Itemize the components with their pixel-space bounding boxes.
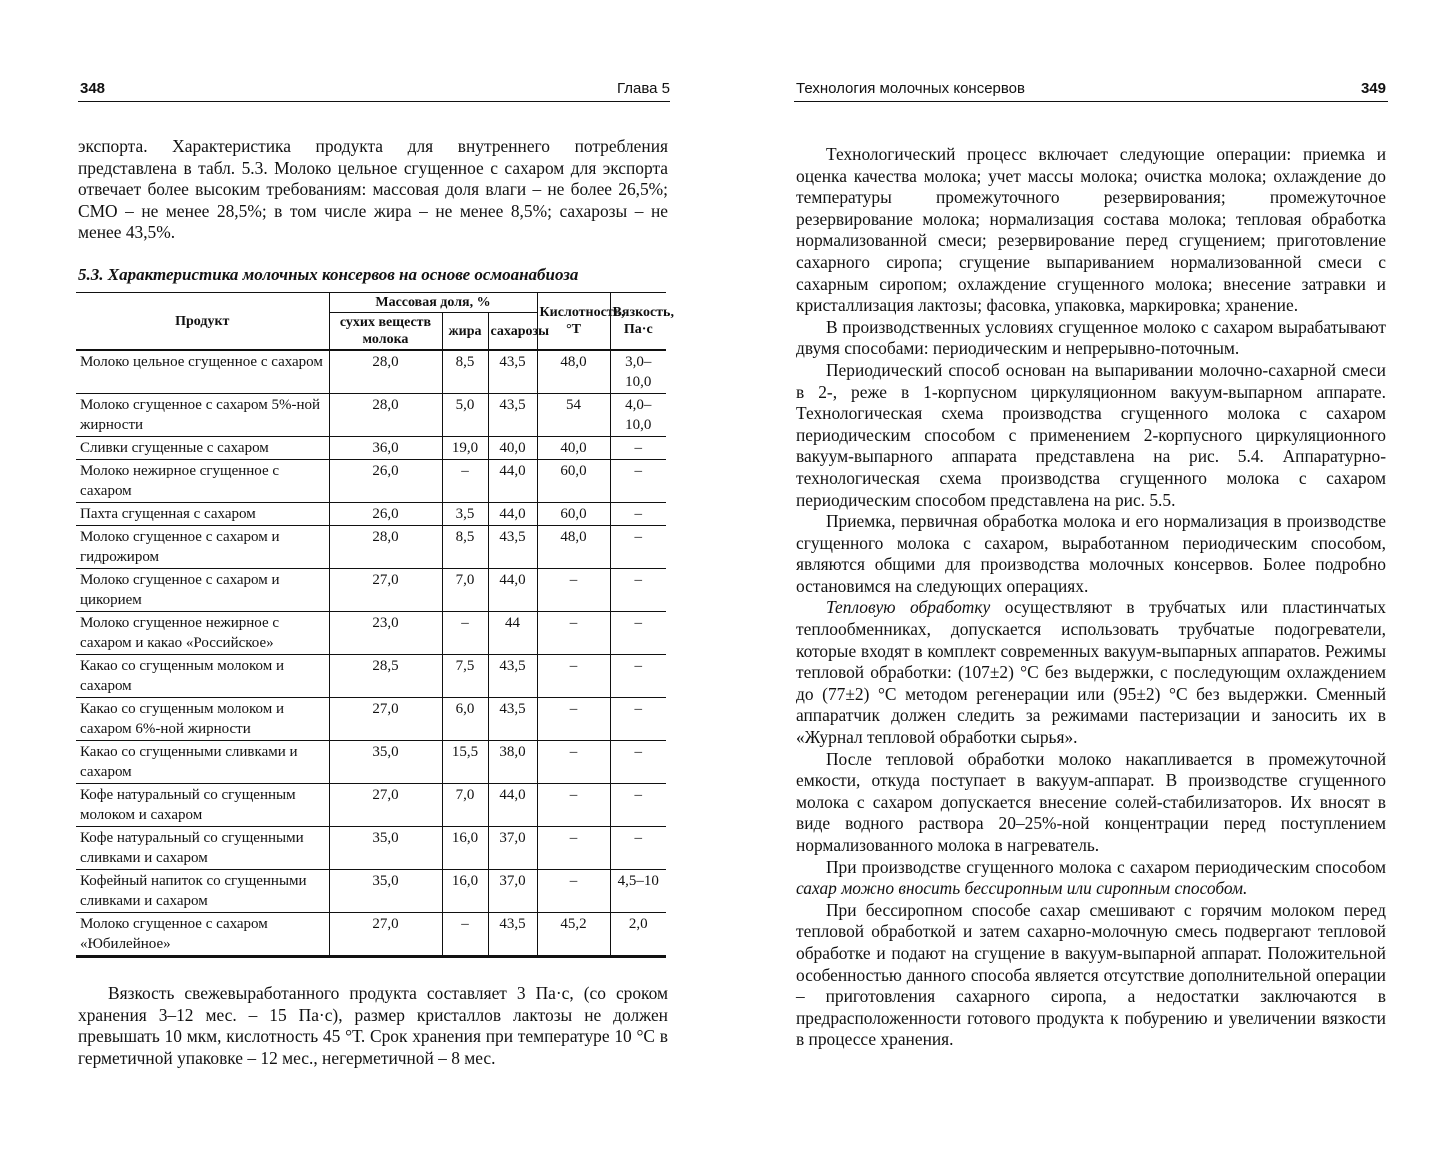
cell-viscosity: –	[610, 526, 666, 569]
col-header-viscosity: Вязкость, Па·с	[610, 293, 666, 351]
col-header-solids: сухих веществ молока	[329, 313, 442, 351]
cell-sucrose: 37,0	[488, 870, 537, 913]
running-head-left: Глава 5	[616, 80, 670, 97]
table-row	[76, 350, 666, 394]
table-row	[76, 526, 666, 569]
cell-fat: 7,0	[442, 784, 488, 827]
cell-sucrose: 43,5	[488, 526, 537, 569]
table-row	[76, 503, 666, 526]
paragraph-7-text: При производстве сгущенного молока с сахаром периодическим способом	[826, 856, 1386, 877]
table-row	[76, 655, 666, 698]
cell-viscosity: –	[610, 612, 666, 655]
cell-solids: 28,0	[329, 394, 442, 437]
cell-fat: 5,0	[442, 394, 488, 437]
cell-viscosity: 4,0–10,0	[610, 394, 666, 437]
col-header-acidity: Кислотность, °Т	[537, 293, 610, 351]
paragraph-2-text: В производственных условиях сгущенное молоко с сахаром вырабатывают двумя способами: периодическим и непрерывно-поточным.	[796, 316, 1386, 359]
cell-solids: 27,0	[329, 698, 442, 741]
cell-acidity: 48,0	[537, 526, 610, 569]
cell-acidity: –	[537, 655, 610, 698]
cell-sucrose: 43,5	[488, 394, 537, 437]
col-header-mass-share: Массовая доля, %	[329, 293, 537, 313]
cell-solids: 27,0	[329, 569, 442, 612]
page-number-right: 349	[1360, 80, 1386, 97]
cell-sucrose: 38,0	[488, 741, 537, 784]
cell-sucrose: 44,0	[488, 460, 537, 503]
paragraph-8	[796, 900, 1386, 1051]
cell-solids: 28,0	[329, 350, 442, 394]
paragraph-7	[796, 857, 1386, 900]
page-number-left: 348	[80, 80, 106, 97]
paragraph-5	[796, 597, 1386, 748]
paragraph-3	[796, 360, 1386, 511]
cell-viscosity: –	[610, 655, 666, 698]
closing-paragraph-text: Вязкость свежевыработанного продукта составляет 3 Па·с, (со сроком хранения 3–12 мес. – 15 Па·с), размер кристаллов лактозы не должен превышать 10 мкм, кислотность 45 °Т. Срок хранения при температуре 10 °С в герметичной упаковке – 12 мес., негерметичной – 8 мес.	[78, 983, 668, 1068]
cell-sucrose: 43,5	[488, 913, 537, 957]
cell-acidity: 40,0	[537, 437, 610, 460]
cell-fat: 3,5	[442, 503, 488, 526]
cell-fat: 15,5	[442, 741, 488, 784]
cell-fat: 19,0	[442, 437, 488, 460]
paragraph-1-text: Технологический процесс включает следующие операции: приемка и оценка качества молока; учет массы молока; очистка молока; охлаждение до температуры промежуточного резервирования; промежуточное резервирование молока; нормализация состава молока; тепловая обработка нормализованной смеси; резервирование перед сгущением; приготовление сахарного сиропа; сгущение выпариванием нормализованной смеси с сахарным сиропом; охлаждение сгущенного молока; внесение затравки и кристаллизация лактозы; фасовка, упаковка, маркировка; хранение.	[796, 144, 1386, 316]
cell-solids: 35,0	[329, 741, 442, 784]
table-row	[76, 784, 666, 827]
cell-product: Молоко сгущенное с сахаром «Юбилейное»	[76, 913, 329, 957]
right-page	[728, 0, 1456, 1156]
cell-acidity: 60,0	[537, 460, 610, 503]
table-row	[76, 913, 666, 957]
cell-solids: 26,0	[329, 503, 442, 526]
col-header-product: Продукт	[76, 293, 329, 351]
cell-viscosity: –	[610, 569, 666, 612]
cell-fat: –	[442, 913, 488, 957]
paragraph-3-text: Периодический способ основан на выпаривании молочно-сахарной смеси в 2-, реже в 1-корпусном циркуляционном вакуум-выпарном аппарате. Технологическая схема производства сгущенного молока с сахаром периодическим способом с применением 2-корпусного циркуляционного вакуум-выпарного аппарата представлена на рис. 5.4. Аппаратурно-технологическая схема производства сгущенного молока с сахаром периодическим способом представлена на рис. 5.5.	[796, 359, 1386, 510]
running-head-right: Технология молочных консервов	[796, 80, 1025, 97]
closing-paragraph	[78, 983, 668, 1069]
paragraph-8-text: При бессиропном способе сахар смешивают с горячим молоком перед тепловой обработкой и затем сахарно-молочную смесь подвергают тепловой обработке и подают на сгущение в вакуум-выпарной аппарат. Положительной особенностью данного способа является отсутствие дополнительной операции – приготовления сахарного сиропа, а недостатки заключаются в предрасположенности готового продукта к побурению и увеличении вязкости в процессе хранения.	[796, 899, 1386, 1050]
cell-fat: 7,5	[442, 655, 488, 698]
col-header-sucrose: сахарозы	[488, 313, 537, 351]
cell-solids: 26,0	[329, 460, 442, 503]
cell-sucrose: 44,0	[488, 784, 537, 827]
cell-product: Молоко сгущенное с сахаром и гидрожиром	[76, 526, 329, 569]
cell-fat: 7,0	[442, 569, 488, 612]
paragraph-5-text: осуществляют в трубчатых или пластинчатых теплообменниках, допускается использовать трубчатые подогреватели, которые входят в комплект современных вакуум-выпарных аппаратов. Режимы тепловой обработки: (107±2) °С без выдержки, с последующим охлаждением до (77±2) °С методом регенерации или (95±2) °С без выдержки. Сменный аппаратчик должен следить за режимами пастеризации и заносить их в «Журнал тепловой обработки сырья».	[796, 597, 1386, 748]
cell-acidity: –	[537, 827, 610, 870]
paragraph-1	[796, 144, 1386, 317]
cell-viscosity: –	[610, 741, 666, 784]
header-rule-right	[794, 101, 1388, 102]
cell-fat: 8,5	[442, 350, 488, 394]
cell-solids: 35,0	[329, 827, 442, 870]
col-header-fat: жира	[442, 313, 488, 351]
cell-acidity: 48,0	[537, 350, 610, 394]
cell-product: Кофе натуральный со сгущенными сливками и сахаром	[76, 827, 329, 870]
cell-solids: 27,0	[329, 784, 442, 827]
cell-sucrose: 44,0	[488, 569, 537, 612]
cell-viscosity: –	[610, 437, 666, 460]
table-row	[76, 741, 666, 784]
cell-product: Молоко нежирное сгущенное с сахаром	[76, 460, 329, 503]
intro-paragraph: экспорта. Характеристика продукта для внутреннего потребления представлена в табл. 5.3. Молоко цельное сгущенное с сахаром для экспорта отвечает более высоким требованиям: массовая доля влаги – не более 26,5%; СМО – не менее 28,5%; в том числе жира – не менее 8,5%; сахарозы – не менее 43,5%.	[78, 136, 668, 243]
cell-product: Молоко цельное сгущенное с сахаром	[76, 350, 329, 394]
data-table	[76, 292, 674, 958]
cell-product: Кофейный напиток со сгущенными сливками и сахаром	[76, 870, 329, 913]
cell-sucrose: 43,5	[488, 698, 537, 741]
cell-fat: –	[442, 612, 488, 655]
cell-fat: 6,0	[442, 698, 488, 741]
cell-product: Молоко сгущенное с сахаром 5%-ной жирности	[76, 394, 329, 437]
cell-fat: 8,5	[442, 526, 488, 569]
cell-product: Молоко сгущенное с сахаром и цикорием	[76, 569, 329, 612]
table-row	[76, 612, 666, 655]
cell-product: Какао со сгущенным молоком и сахаром 6%-ной жирности	[76, 698, 329, 741]
cell-acidity: –	[537, 741, 610, 784]
table-row	[76, 460, 666, 503]
cell-acidity: –	[537, 569, 610, 612]
cell-viscosity: –	[610, 698, 666, 741]
cell-viscosity: –	[610, 784, 666, 827]
table-caption: 5.3. Характеристика молочных консервов на основе осмоанабиоза	[78, 265, 579, 284]
cell-product: Сливки сгущенные с сахаром	[76, 437, 329, 460]
paragraph-4	[796, 511, 1386, 597]
paragraph-5-italic: Тепловую обработку	[826, 597, 991, 618]
cell-acidity: 60,0	[537, 503, 610, 526]
table-row	[76, 569, 666, 612]
right-body	[796, 144, 1386, 1051]
cell-acidity: –	[537, 784, 610, 827]
cell-solids: 23,0	[329, 612, 442, 655]
cell-acidity: –	[537, 870, 610, 913]
cell-sucrose: 44	[488, 612, 537, 655]
cell-product: Молоко сгущенное нежирное с сахаром и какао «Российское»	[76, 612, 329, 655]
table-row	[76, 827, 666, 870]
cell-acidity: 54	[537, 394, 610, 437]
cell-product: Пахта сгущенная с сахаром	[76, 503, 329, 526]
cell-solids: 35,0	[329, 870, 442, 913]
header-rule-left	[78, 101, 670, 102]
cell-solids: 28,5	[329, 655, 442, 698]
cell-solids: 28,0	[329, 526, 442, 569]
table-row	[76, 437, 666, 460]
cell-sucrose: 40,0	[488, 437, 537, 460]
cell-product: Какао со сгущенным молоком и сахаром	[76, 655, 329, 698]
cell-solids: 36,0	[329, 437, 442, 460]
cell-viscosity: 4,5–10	[610, 870, 666, 913]
cell-fat: 16,0	[442, 827, 488, 870]
cell-acidity: –	[537, 698, 610, 741]
paragraph-2	[796, 317, 1386, 360]
cell-viscosity: 2,0	[610, 913, 666, 957]
paragraph-6-text: После тепловой обработки молоко накапливается в промежуточной емкости, откуда поступает в вакуум-аппарат. В производстве сгущенного молока с сахаром допускается внесение солей-стабилизаторов. Их вносят в виде водного раствора 20–25%-ной концентрации перед поступлением нормализованного молока в нагреватель.	[796, 748, 1386, 855]
cell-viscosity: –	[610, 503, 666, 526]
paragraph-6	[796, 749, 1386, 857]
cell-acidity: 45,2	[537, 913, 610, 957]
cell-sucrose: 43,5	[488, 350, 537, 394]
cell-sucrose: 43,5	[488, 655, 537, 698]
table-row	[76, 870, 666, 913]
cell-fat: 16,0	[442, 870, 488, 913]
table-row	[76, 698, 666, 741]
cell-viscosity: –	[610, 460, 666, 503]
paragraph-4-text: Приемка, первичная обработка молока и его нормализация в производстве сгущенного молока с сахаром, выработанном периодическим способом, являются общими для производства молочных консервов. Более подробно остановимся на следующих операциях.	[796, 511, 1386, 596]
cell-acidity: –	[537, 612, 610, 655]
cell-sucrose: 37,0	[488, 827, 537, 870]
cell-viscosity: 3,0–10,0	[610, 350, 666, 394]
cell-sucrose: 44,0	[488, 503, 537, 526]
cell-viscosity: –	[610, 827, 666, 870]
cell-product: Кофе натуральный со сгущенным молоком и сахаром	[76, 784, 329, 827]
cell-fat: –	[442, 460, 488, 503]
cell-product: Какао со сгущенными сливками и сахаром	[76, 741, 329, 784]
paragraph-7-italic: сахар можно вносить бессиропным или сиропным способом.	[796, 878, 1248, 899]
table-row	[76, 394, 666, 437]
cell-solids: 27,0	[329, 913, 442, 957]
